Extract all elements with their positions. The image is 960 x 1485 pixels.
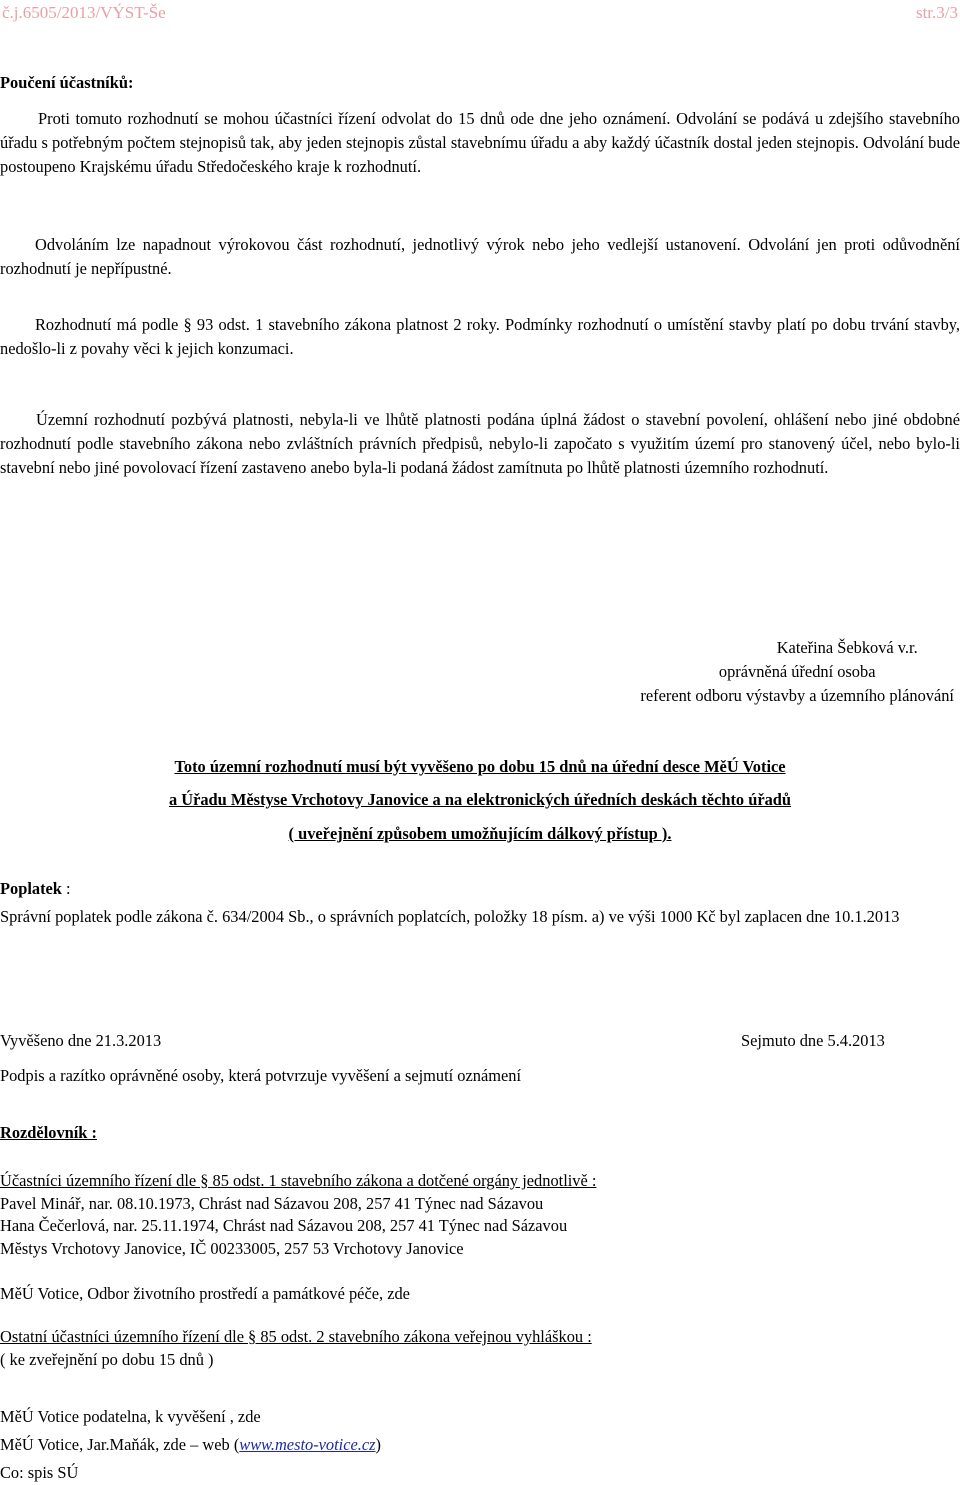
fee-colon: : <box>61 879 71 898</box>
signatory-department: referent odboru výstavby a územního plánování <box>640 686 954 705</box>
appeal-scope-paragraph: Odvoláním lze napadnout výrokovou část rozhodnutí, jednotlivý výrok nebo jeho vedlejší ustanovení. Odvolání jen proti odůvodnění rozhodnutí je nepřípustné. <box>0 235 960 278</box>
website-link[interactable]: www.mesto-votice.cz <box>239 1435 376 1454</box>
distribution-heading: Rozdělovník : <box>0 1123 97 1142</box>
web-item <box>0 1433 381 1457</box>
expiry-paragraph: Územní rozhodnutí pozbývá platnosti, nebyla-li ve lhůtě platnosti podána úplná žádost o stavební povolení, ohlášení nebo jiné obdobné rozhodnutí podle stavebního zákona nebo zvláštních právních předpisů, nebylo-li započato s využitím území pro stanovený účel, nebo bylo-li stavební nebo jiné povolovací řízení zastaveno anebo byla-li podaná žádost zamítnuta po lhůtě platnosti územního rozhodnutí. <box>0 410 960 477</box>
posting-signature-text: Podpis a razítko oprávněné osoby, která potvrzuje vyvěšení a sejmutí oznámení <box>0 1066 522 1085</box>
web-prefix: MěÚ Votice, Jar.Maňák, zde – web ( <box>0 1435 240 1454</box>
others-note: ( ke zveřejnění po dobu 15 dnů ) <box>0 1350 214 1369</box>
fee-heading <box>0 877 71 901</box>
signatory-name: Kateřina Šebková v.r. <box>776 638 918 657</box>
participants-heading: Účastníci územního řízení dle § 85 odst. 1 stavebního zákona a dotčené orgány jednotlivě : <box>0 1171 597 1190</box>
copy-item: Co: spis SÚ <box>0 1463 79 1482</box>
removed-date: Sejmuto dne 5.4.2013 <box>741 1031 885 1050</box>
others-heading: Ostatní účastníci územního řízení dle § 85 odst. 2 stavebního zákona veřejnou vyhláškou : <box>0 1327 592 1346</box>
instructions-heading: Poučení účastníků: <box>0 73 134 92</box>
document-reference: č.j.6505/2013/VÝST-Še <box>2 3 166 22</box>
signature-block <box>640 636 954 708</box>
authority-item: MěÚ Votice, Odbor životního prostředí a památkové péče, zde <box>0 1284 410 1303</box>
participant-item: Pavel Minář, nar. 08.10.1973, Chrást nad Sázavou 208, 257 41 Týnec nad Sázavou <box>0 1194 544 1213</box>
participant-item: Městys Vrchotovy Janovice, IČ 00233005, 257 53 Vrchotovy Janovice <box>0 1239 464 1258</box>
notice-line-1: Toto územní rozhodnutí musí být vyvěšeno po dobu 15 dnů na úřední desce MěÚ Votice <box>174 757 786 776</box>
filing-item: MěÚ Votice podatelna, k vyvěšení , zde <box>0 1407 261 1426</box>
fee-text: Správní poplatek podle zákona č. 634/2004 Sb., o správních poplatcích, položky 18 písm. a) ve výši 1000 Kč byl zaplacen dne 10.1.2013 <box>0 907 900 926</box>
notice-line-2: a Úřadu Městyse Vrchotovy Janovice a na elektronických úředních deskách těchto úřadů <box>168 790 792 809</box>
participant-item: Hana Čečerlová, nar. 25.11.1974, Chrást nad Sázavou 208, 257 41 Týnec nad Sázavou <box>0 1216 568 1235</box>
notice-line-3: ( uveřejnění způsobem umožňujícím dálkový přístup ). <box>288 824 672 843</box>
web-suffix: ) <box>375 1435 382 1454</box>
page-number: str.3/3 <box>915 3 958 22</box>
fee-label: Poplatek <box>0 879 62 898</box>
appeal-paragraph: Proti tomuto rozhodnutí se mohou účastníci řízení odvolat do 15 dnů ode dne jeho oznámení. Odvolání se podává u zdejšího stavebního úřadu s potřebným počtem stejnopisů tak, aby jeden stejnopis zůstal stavebnímu úřadu a aby každý účastník dostal jeden stejnopis. Odvolání bude postoupeno Krajskému úřadu Středočeského kraje k rozhodnutí. <box>0 109 960 176</box>
signatory-role: oprávněná úřední osoba <box>718 662 876 681</box>
validity-paragraph: Rozhodnutí má podle § 93 odst. 1 stavebního zákona platnost 2 roky. Podmínky rozhodnutí o umístění stavby platí po dobu trvání stavby, nedošlo-li z povahy věci k jejich konzumaci. <box>0 315 960 358</box>
posted-date: Vyvěšeno dne 21.3.2013 <box>0 1031 162 1050</box>
